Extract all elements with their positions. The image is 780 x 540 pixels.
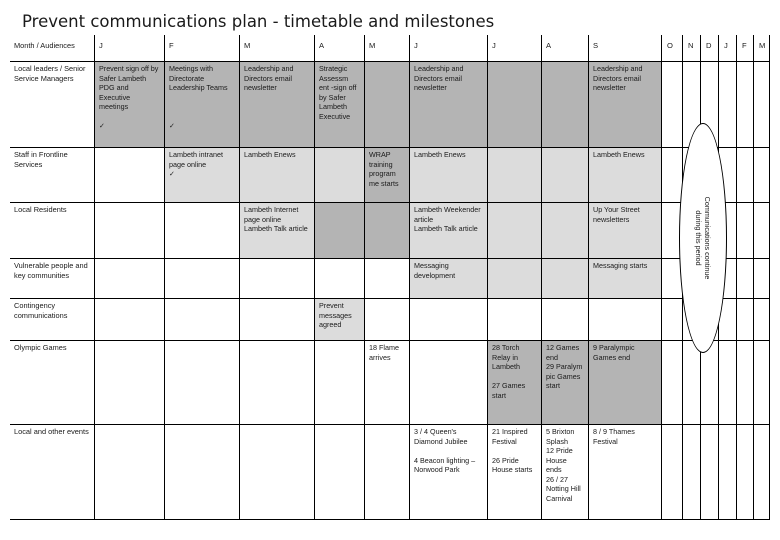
timeline-cell bbox=[95, 203, 165, 259]
month-header: M bbox=[365, 35, 410, 62]
timeline-cell: Messaging starts bbox=[589, 259, 662, 299]
timeline-cell: Messaging development bbox=[410, 259, 488, 299]
timeline-cell bbox=[754, 299, 770, 341]
timeline-cell: Leadership and Directors email newsletter bbox=[589, 62, 662, 148]
timeline-cell bbox=[589, 299, 662, 341]
month-header: N bbox=[683, 35, 701, 62]
timeline-cell bbox=[315, 148, 365, 203]
audience-label: Local and other events bbox=[10, 425, 95, 520]
timeline-cell bbox=[737, 203, 754, 259]
timeline-cell bbox=[365, 62, 410, 148]
timeline-cell bbox=[737, 259, 754, 299]
timeline-cell: 28 Torch Relay in Lambeth 27 Games start bbox=[488, 341, 542, 425]
audience-label: Local Residents bbox=[10, 203, 95, 259]
timeline-cell bbox=[737, 148, 754, 203]
month-header: O bbox=[662, 35, 683, 62]
timeline-cell bbox=[95, 341, 165, 425]
timeline-cell bbox=[365, 203, 410, 259]
timeline-cell bbox=[240, 299, 315, 341]
audience-label: Staff in Frontline Services bbox=[10, 148, 95, 203]
timeline-cell: WRAP training program me starts bbox=[365, 148, 410, 203]
timeline-cell: Leadership and Directors email newsletter bbox=[410, 62, 488, 148]
timeline-cell bbox=[488, 148, 542, 203]
timeline-cell bbox=[542, 203, 589, 259]
timeline-cell bbox=[683, 341, 701, 425]
timeline-cell bbox=[240, 341, 315, 425]
timeline-cell bbox=[701, 341, 719, 425]
timeline-cell bbox=[488, 259, 542, 299]
timeline-cell: 8 / 9 Thames Festival bbox=[589, 425, 662, 520]
page-title: Prevent communications plan - timetable and milestones bbox=[22, 12, 495, 31]
timeline-cell bbox=[488, 62, 542, 148]
timeline-cell bbox=[95, 148, 165, 203]
timeline-cell bbox=[737, 341, 754, 425]
month-header: M bbox=[240, 35, 315, 62]
timeline-cell bbox=[410, 299, 488, 341]
timeline-cell bbox=[365, 299, 410, 341]
timeline-cell bbox=[165, 203, 240, 259]
timeline-cell bbox=[95, 425, 165, 520]
timeline-cell: Lambeth Enews bbox=[410, 148, 488, 203]
month-header: J bbox=[719, 35, 737, 62]
timeline-cell bbox=[315, 203, 365, 259]
audience-label: Olympic Games bbox=[10, 341, 95, 425]
timetable-grid bbox=[10, 35, 770, 520]
month-header: A bbox=[315, 35, 365, 62]
timeline-cell bbox=[754, 203, 770, 259]
timeline-cell bbox=[737, 62, 754, 148]
timeline-cell bbox=[719, 341, 737, 425]
timeline-cell bbox=[365, 259, 410, 299]
timeline-cell bbox=[754, 148, 770, 203]
continuation-note bbox=[679, 123, 727, 353]
timeline-cell bbox=[165, 259, 240, 299]
timeline-cell: Lambeth Internet page online Lambeth Talk article bbox=[240, 203, 315, 259]
timeline-cell bbox=[410, 341, 488, 425]
month-header: D bbox=[701, 35, 719, 62]
timeline-cell bbox=[754, 425, 770, 520]
month-header: A bbox=[542, 35, 589, 62]
timeline-cell: Leadership and Directors email newsletter bbox=[240, 62, 315, 148]
timeline-cell bbox=[488, 299, 542, 341]
timeline-cell bbox=[683, 425, 701, 520]
month-header: F bbox=[737, 35, 754, 62]
timeline-cell bbox=[165, 341, 240, 425]
month-header: J bbox=[488, 35, 542, 62]
timeline-cell: Prevent messages agreed bbox=[315, 299, 365, 341]
timeline-cell bbox=[542, 148, 589, 203]
timeline-cell: 9 Paralympic Games end bbox=[589, 341, 662, 425]
month-header: J bbox=[95, 35, 165, 62]
audience-label: Vulnerable people and key communities bbox=[10, 259, 95, 299]
timeline-cell bbox=[365, 425, 410, 520]
month-header: S bbox=[589, 35, 662, 62]
timeline-cell: 18 Flame arrives bbox=[365, 341, 410, 425]
timeline-cell bbox=[754, 62, 770, 148]
timeline-cell: Lambeth Weekender article Lambeth Talk article bbox=[410, 203, 488, 259]
timeline-cell bbox=[662, 341, 683, 425]
timeline-cell bbox=[165, 425, 240, 520]
timeline-cell: Lambeth Enews bbox=[240, 148, 315, 203]
timeline-cell bbox=[240, 259, 315, 299]
timeline-cell bbox=[240, 425, 315, 520]
timeline-cell: 21 Inspired Festival 26 Pride House starts bbox=[488, 425, 542, 520]
month-header: M bbox=[754, 35, 770, 62]
timeline-cell bbox=[542, 259, 589, 299]
timeline-cell: Up Your Street newsletters bbox=[589, 203, 662, 259]
timeline-cell bbox=[542, 299, 589, 341]
timeline-cell bbox=[701, 425, 719, 520]
timeline-cell: Strategic Assessm ent -sign off by Safer Lambeth Executive bbox=[315, 62, 365, 148]
timeline-cell bbox=[662, 425, 683, 520]
timeline-cell bbox=[719, 425, 737, 520]
header-audience-label: Month / Audiences bbox=[10, 35, 95, 62]
timeline-cell bbox=[754, 259, 770, 299]
month-header: F bbox=[165, 35, 240, 62]
audience-label: Contingency communications bbox=[10, 299, 95, 341]
timeline-cell bbox=[315, 259, 365, 299]
timeline-cell bbox=[542, 62, 589, 148]
timeline-cell bbox=[315, 341, 365, 425]
timeline-cell: Prevent sign off by Safer Lambeth PDG and Executive meetings ✓ bbox=[95, 62, 165, 148]
timeline-cell bbox=[95, 299, 165, 341]
month-header: J bbox=[410, 35, 488, 62]
timeline-cell: Lambeth Enews bbox=[589, 148, 662, 203]
timeline-cell: 3 / 4 Queen's Diamond Jubilee 4 Beacon lighting – Norwood Park bbox=[410, 425, 488, 520]
timeline-cell bbox=[488, 203, 542, 259]
continuation-text: Communications continue during this period bbox=[694, 196, 712, 280]
timeline-cell bbox=[165, 299, 240, 341]
audience-label: Local leaders / Senior Service Managers bbox=[10, 62, 95, 148]
timeline-cell bbox=[315, 425, 365, 520]
timeline-cell bbox=[95, 259, 165, 299]
timeline-cell: 12 Games end 29 Paralym pic Games start bbox=[542, 341, 589, 425]
timeline-cell: 5 Brixton Splash 12 Pride House ends 26 / 27 Notting Hill Carnival bbox=[542, 425, 589, 520]
timeline-cell: Lambeth intranet page online ✓ bbox=[165, 148, 240, 203]
timeline-cell bbox=[737, 425, 754, 520]
timetable bbox=[10, 35, 770, 520]
timeline-cell bbox=[737, 299, 754, 341]
timeline-cell: Meetings with Directorate Leadership Teams ✓ bbox=[165, 62, 240, 148]
timeline-cell bbox=[754, 341, 770, 425]
